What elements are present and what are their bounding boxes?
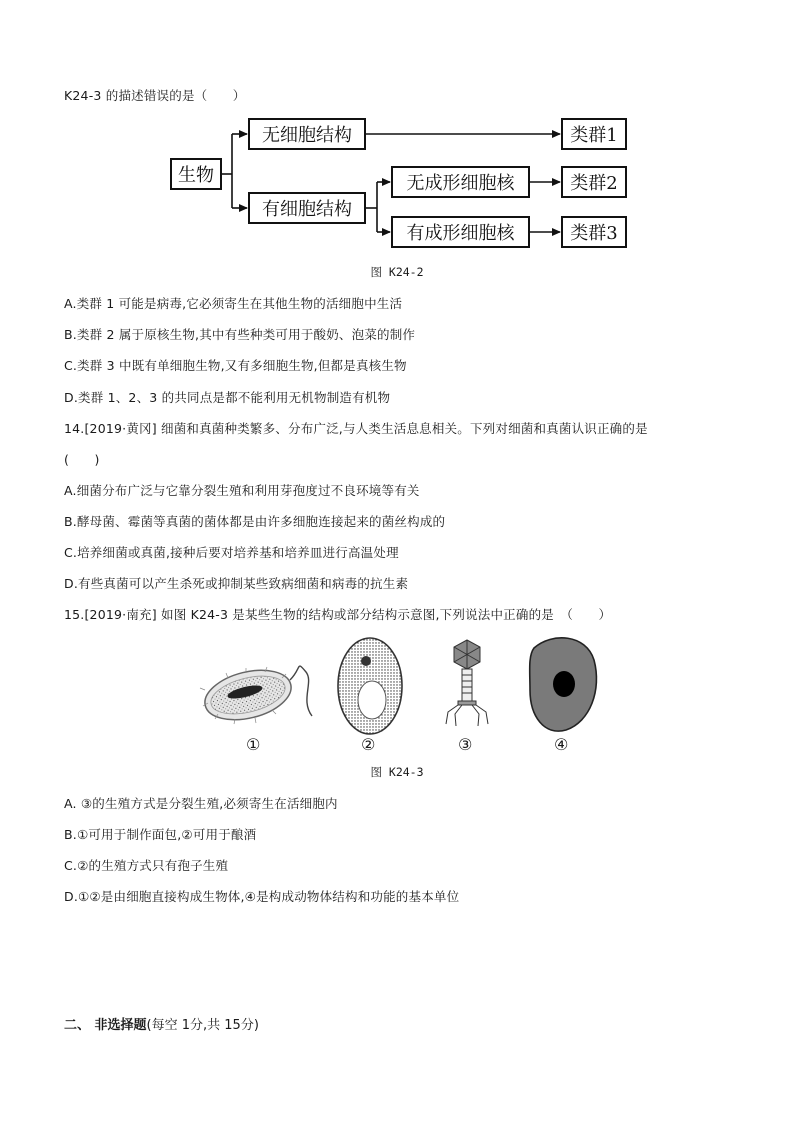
bacteriophage-illustration xyxy=(446,640,488,726)
q13-option-d: D.类群 1、2、3 的共同点是都不能利用无机物制造有机物 xyxy=(64,390,391,405)
q13-option-c: C.类群 3 中既有单细胞生物,又有多细胞生物,但都是真核生物 xyxy=(64,358,407,373)
flow-no-cell-box: 无细胞结构 xyxy=(248,118,366,150)
figure-label-3: ③ xyxy=(458,735,473,754)
figure-caption-k24-3: 图 K24-3 xyxy=(370,765,424,779)
section-heading xyxy=(64,1014,259,1033)
figure-caption-k24-2: 图 K24-2 xyxy=(370,265,424,279)
q13-stem: K24-3 的描述错误的是（ ） xyxy=(64,88,246,103)
flow-group1-box: 类群1 xyxy=(561,118,627,150)
section-note: (每空 1分,共 15分) xyxy=(146,1018,259,1033)
figure-label-1: ① xyxy=(246,735,261,754)
animal-cell-illustration xyxy=(530,638,597,731)
q14-stem: 14.[2019·黄冈] 细菌和真菌种类繁多、分布广泛,与人类生活息息相关。下列对细菌和真菌认识正确的是 xyxy=(64,421,648,436)
flow-has-nucleus-box: 有成形细胞核 xyxy=(391,216,530,248)
q15-option-d: D.①②是由细胞直接构成生物体,④是构成动物体结构和功能的基本单位 xyxy=(64,889,460,904)
q14-option-a: A.细菌分布广泛与它靠分裂生殖和利用芽孢度过不良环境等有关 xyxy=(64,483,420,498)
q14-option-d: D.有些真菌可以产生杀死或抑制某些致病细菌和病毒的抗生素 xyxy=(64,576,409,591)
q14-option-c: C.培养细菌或真菌,接种后要对培养基和培养皿进行高温处理 xyxy=(64,545,399,560)
q13-option-b: B.类群 2 属于原核生物,其中有些种类可用于酸奶、泡菜的制作 xyxy=(64,327,416,342)
q15-option-c: C.②的生殖方式只有孢子生殖 xyxy=(64,858,229,873)
flow-group3-box: 类群3 xyxy=(561,216,627,248)
yeast-cell-illustration xyxy=(338,638,402,734)
flow-no-nucleus-box: 无成形细胞核 xyxy=(391,166,530,198)
figure-label-4: ④ xyxy=(554,735,569,754)
figure-label-2: ② xyxy=(361,735,376,754)
q13-option-a: A.类群 1 可能是病毒,它必须寄生在其他生物的活细胞中生活 xyxy=(64,296,403,311)
q15-option-b: B.①可用于制作面包,②可用于酿酒 xyxy=(64,827,257,842)
section-title: 二、 非选择题 xyxy=(64,1018,147,1033)
flow-root-box: 生物 xyxy=(170,158,222,190)
flow-group2-box: 类群2 xyxy=(561,166,627,198)
flow-has-cell-box: 有细胞结构 xyxy=(248,192,366,224)
q15-stem: 15.[2019·南充] 如图 K24-3 是某些生物的结构或部分结构示意图,下列说法中正确的是 （ ） xyxy=(64,607,612,622)
bacterium-illustration xyxy=(200,662,312,728)
q15-option-a: A. ③的生殖方式是分裂生殖,必须寄生在活细胞内 xyxy=(64,796,338,811)
q14-option-b: B.酵母菌、霉菌等真菌的菌体都是由许多细胞连接起来的菌丝构成的 xyxy=(64,514,446,529)
q14-stem-bracket: ( ) xyxy=(64,452,100,467)
